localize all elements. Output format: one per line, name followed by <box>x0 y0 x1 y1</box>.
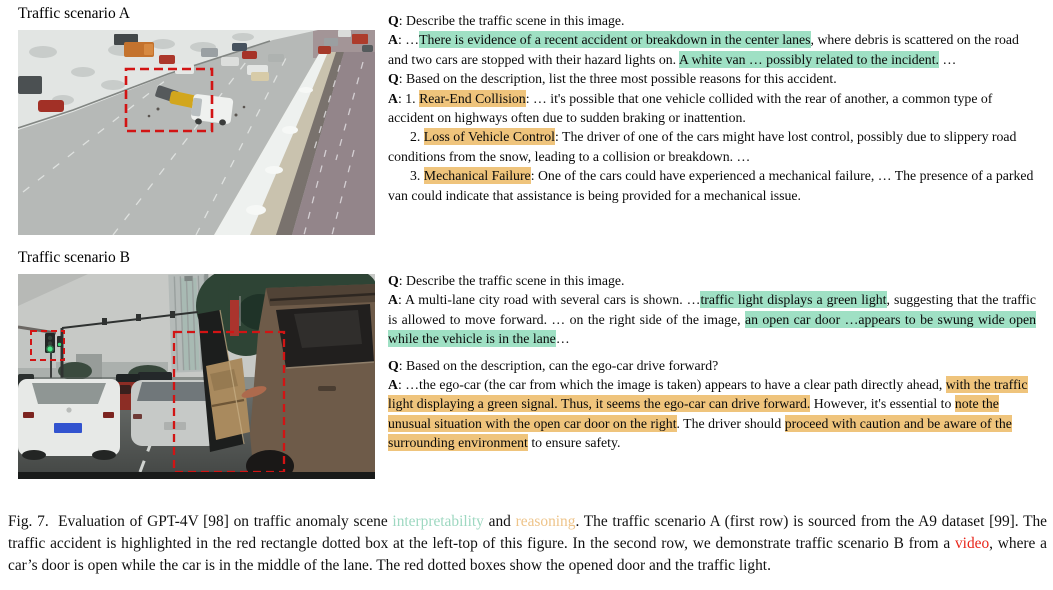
blue-license-plate <box>54 423 82 433</box>
a1-a <box>388 30 1036 69</box>
green-light <box>48 347 53 352</box>
q1-a <box>388 11 1036 30</box>
highlighted-text: A white van … possibly related to the incident. <box>678 51 939 67</box>
text: However, it's essential to <box>810 396 955 412</box>
highlighted-text: with the traffic light displaying a green signal. Thus, it seems the ego-car can drive forward. <box>388 377 1028 412</box>
a2-a-item1 <box>388 89 1036 128</box>
text: , where debris is scattered on the road and two cars are stopped with their hazard lights on. <box>388 32 1019 67</box>
text: … <box>939 51 957 67</box>
text: A <box>388 292 398 308</box>
text: Fig. 7. Evaluation of GPT-4V [98] on traffic anomaly scene <box>8 513 393 530</box>
text: , where a car’s door is open while the car is in the middle of the lane. The red dotted boxes show the opened door and the traffic light. <box>8 534 1047 574</box>
text: , suggesting that the traffic is allowed to move forward. … on the right side of the image, <box>388 292 1036 327</box>
door-handle <box>318 386 336 391</box>
scenario-a-qa <box>388 11 1036 205</box>
text: to ensure safety. <box>527 435 621 451</box>
text: : A multi-lane city road with several cars is shown. … <box>397 292 701 308</box>
text: . The traffic scenario A (first row) is sourced from the A9 dataset [99]. The traffic accident is highlighted in the red rectangle dotted box at the left-top of this figure. In the second row, we demonstrate traffic scenario B from a <box>8 513 1047 552</box>
q2-a <box>388 69 1036 88</box>
text: 2. <box>410 129 424 145</box>
highlighted-text: proceed with caution and be aware of the surrounding environment <box>388 415 1012 451</box>
a1-b <box>388 290 1036 348</box>
figure-caption-block <box>8 511 1047 576</box>
text: and <box>483 513 516 530</box>
a2-a-item2 <box>388 127 1036 166</box>
figure-caption <box>8 511 1047 576</box>
scenario-a-image <box>18 30 375 235</box>
q1-b <box>388 271 1036 290</box>
text: Q <box>388 13 399 28</box>
text: 3. <box>410 168 424 184</box>
highlighted-text: an open car door …appears to be swung wide open while the vehicle is in the lane <box>388 311 1036 347</box>
brown-suv <box>246 284 375 479</box>
text: : Describe the traffic scene in this image. <box>398 273 625 288</box>
scenario-a-label: Traffic scenario A <box>18 5 130 22</box>
highway-scene <box>18 30 375 235</box>
red-flag <box>230 296 240 336</box>
q2-b <box>388 356 1036 375</box>
red-truck <box>352 34 368 44</box>
a2-a-item3 <box>388 166 1036 205</box>
text: : … <box>397 32 420 48</box>
text: : 1. <box>397 90 420 106</box>
text: . The driver should <box>676 415 785 431</box>
dashcam-scene <box>18 274 375 479</box>
text: : One of the cars could have experienced a mechanical failure, … The presence of a parked van could indicate that assistance is being provided for a mechanical issue. <box>388 168 1034 203</box>
text: : Based on the description, list the three most possible reasons for this accident. <box>398 71 837 87</box>
highlighted-text: Loss of Vehicle Control <box>423 129 555 145</box>
highlighted-text: reasoning <box>515 513 576 530</box>
text: Q <box>388 357 399 373</box>
white-hatchback <box>18 379 120 460</box>
highlighted-text: There is evidence of a recent accident or breakdown in the center lanes <box>419 32 811 48</box>
text: A <box>388 32 398 48</box>
text: : The driver of one of the cars might have lost control, possibly due to slippery road conditions from the snow, leading to a collision or breakdown. … <box>388 129 1017 164</box>
highlighted-text: traffic light displays a green light <box>700 292 887 308</box>
text: Q <box>388 273 399 288</box>
highlighted-text: note the unusual situation with the open car door on the right <box>388 396 999 431</box>
text: A <box>388 377 398 393</box>
text: Q <box>388 71 399 87</box>
text: A <box>388 90 398 106</box>
highlighted-text: Mechanical Failure <box>423 168 531 184</box>
text: : Based on the description, can the ego-car drive forward? <box>398 357 719 373</box>
scenario-b-qa <box>388 271 1036 453</box>
text: : …the ego-car (the car from which the image is taken) appears to have a clear path directly ahead, <box>397 377 946 393</box>
highlighted-text: interpretability <box>392 513 484 530</box>
scenario-b-image <box>18 274 375 479</box>
text: : … it's possible that one vehicle collided with the rear of another, a common type of accident on highways often due to sudden braking or inattention. <box>388 90 993 126</box>
highlighted-text: Rear-End Collision <box>419 90 526 106</box>
text: … <box>555 331 570 347</box>
highlighted-text: video <box>954 534 990 552</box>
a2-b <box>388 375 1036 453</box>
text: : Describe the traffic scene in this image. <box>398 13 625 28</box>
scenario-b-label: Traffic scenario B <box>18 249 130 266</box>
